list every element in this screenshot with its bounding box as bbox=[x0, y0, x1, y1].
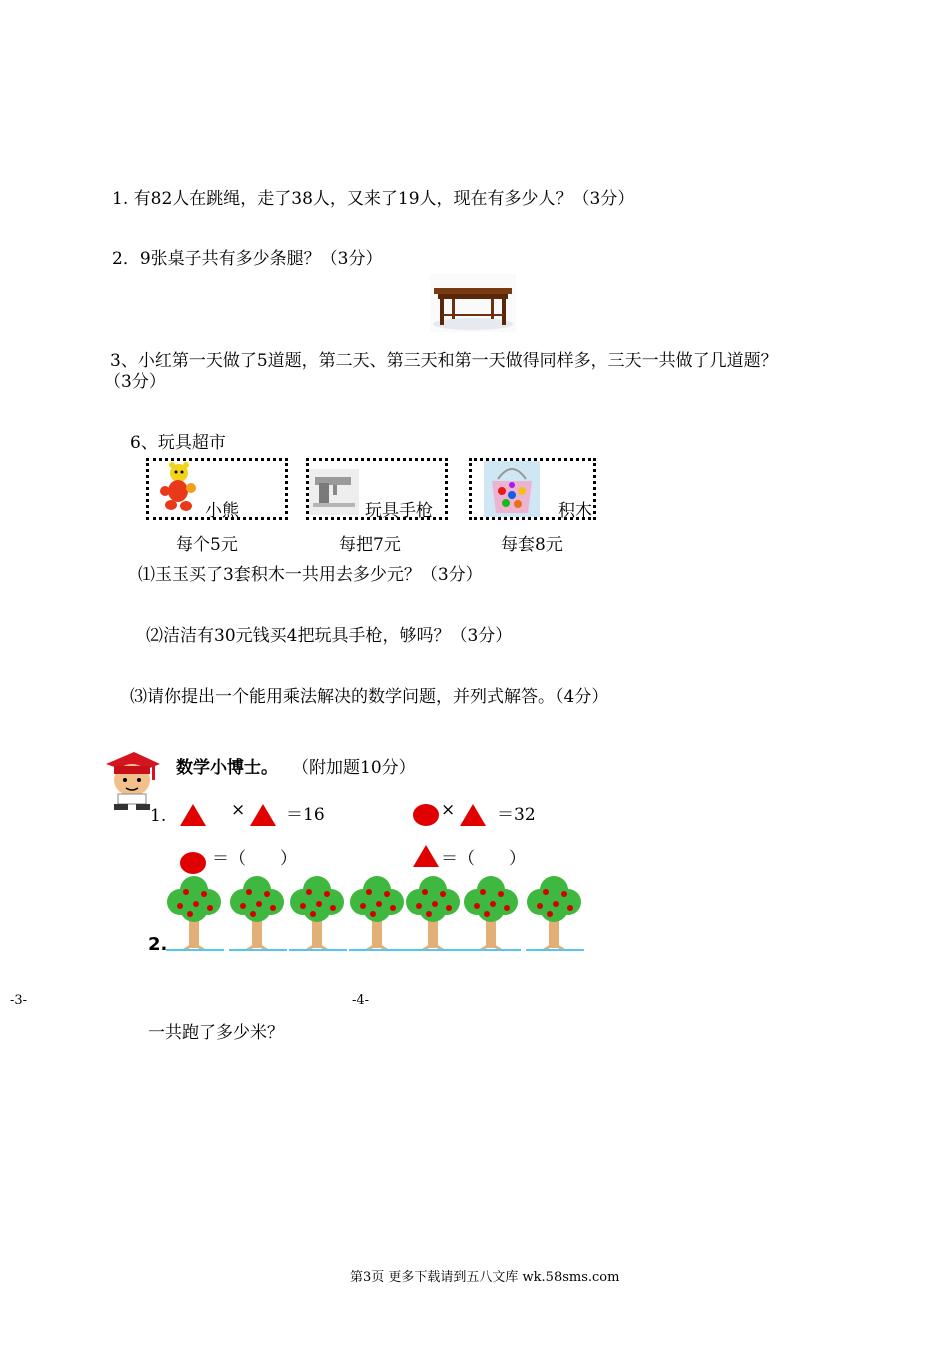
apple-tree-icon bbox=[526, 874, 584, 952]
triangle-icon bbox=[180, 804, 206, 826]
toy-question-2: ⑵洁洁有30元钱买4把玩具手枪，够吗？（3分） bbox=[146, 626, 513, 646]
multiply-sign: × bbox=[231, 800, 246, 820]
equation-2-result: ＝32 bbox=[497, 805, 536, 825]
toy-card-blocks bbox=[469, 458, 596, 520]
circle-answer: ＝（ ） bbox=[212, 849, 297, 869]
question-1: 1. 有82人在跳绳，走了38人，又来了19人，现在有多少人？（3分） bbox=[112, 189, 635, 209]
multiply-sign: × bbox=[441, 800, 456, 820]
apple-tree-icon bbox=[349, 874, 407, 952]
triangle-icon bbox=[250, 804, 276, 826]
doctor-mascot-icon bbox=[102, 748, 162, 812]
triangle-icon bbox=[460, 804, 486, 826]
toy-name-bear: 小熊 bbox=[205, 501, 239, 521]
price-blocks: 每套8元 bbox=[501, 535, 563, 555]
page-footer: 第3页 更多下载请到五八文库 wk.58sms.com bbox=[350, 1270, 620, 1285]
toy-name-gun: 玩具手枪 bbox=[365, 501, 433, 521]
equation-1-result: ＝16 bbox=[286, 805, 325, 825]
question-3: 3、小红第一天做了5道题，第二天、第三天和第一天做得同样多，三天一共做了几道题？ bbox=[110, 351, 778, 371]
question-2: 2．9张桌子共有多少条腿？（3分） bbox=[112, 249, 383, 269]
bonus-points: （附加题10分） bbox=[292, 758, 416, 778]
toy-name-blocks: 积木 bbox=[558, 501, 592, 521]
apple-tree-icon bbox=[463, 874, 521, 952]
toy-store-title: 6、玩具超市 bbox=[130, 433, 226, 453]
building-blocks-icon bbox=[484, 461, 540, 517]
apple-tree-icon bbox=[289, 874, 347, 952]
price-bear: 每个5元 bbox=[176, 535, 238, 555]
toy-card-gun bbox=[306, 458, 448, 520]
toy-gun-icon bbox=[309, 469, 359, 515]
apple-tree-icon bbox=[229, 874, 287, 952]
run-question: 一共跑了多少米？ bbox=[148, 1023, 284, 1043]
toy-card-bear bbox=[146, 458, 288, 520]
bonus-problem-1-number: 1. bbox=[150, 806, 167, 826]
bonus-problem-2-number: 2. bbox=[148, 934, 168, 955]
page-mark-left: -3- bbox=[10, 993, 28, 1008]
circle-icon bbox=[180, 852, 206, 874]
bonus-title: 数学小博士。 bbox=[176, 758, 278, 778]
triangle-answer: ＝（ ） bbox=[441, 849, 526, 869]
price-gun: 每把7元 bbox=[339, 535, 401, 555]
toy-question-3: ⑶请你提出一个能用乘法解决的数学问题，并列式解答。（4分） bbox=[130, 687, 609, 707]
table-image bbox=[430, 274, 516, 332]
page-mark-middle: -4- bbox=[352, 993, 370, 1008]
question-3-points: （3分） bbox=[104, 372, 166, 392]
apple-tree-icon bbox=[166, 874, 224, 952]
apple-tree-icon bbox=[405, 874, 463, 952]
circle-icon bbox=[413, 804, 439, 826]
bear-toy-icon bbox=[155, 461, 199, 515]
toy-question-1: ⑴玉玉买了3套积木一共用去多少元？（3分） bbox=[138, 565, 483, 585]
triangle-icon bbox=[413, 845, 439, 867]
